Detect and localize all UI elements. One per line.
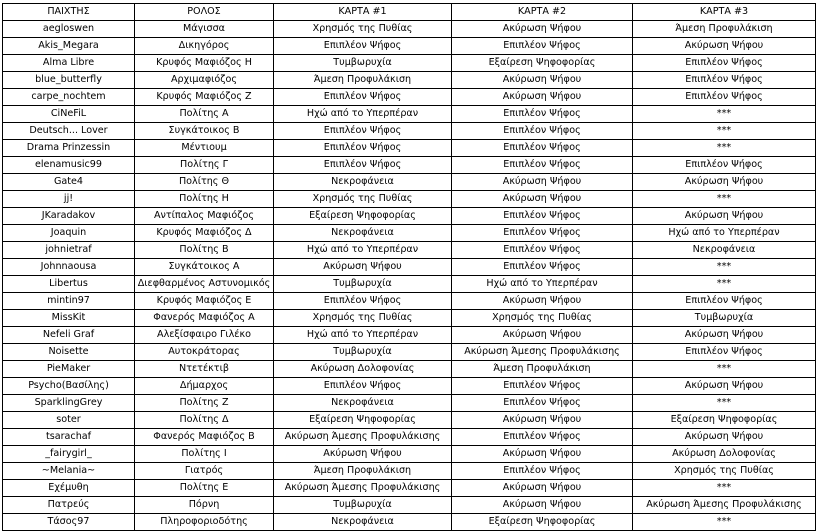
card-2-cell: Εξαίρεση Ψηφοφορίας bbox=[452, 514, 633, 531]
card-1-cell: Τυμβωρυχία bbox=[274, 276, 452, 293]
card-1-cell: Ακύρωση Ψήφου bbox=[274, 259, 452, 276]
table-row bbox=[3, 55, 816, 72]
player-cell: JKaradakov bbox=[3, 208, 135, 225]
role-cell: Μάγισσα bbox=[135, 21, 274, 38]
card-3-cell: Νεκροφάνεια bbox=[633, 242, 816, 259]
player-cell: blue_butterfly bbox=[3, 72, 135, 89]
role-cell: Φανερός Μαφιόζος Β bbox=[135, 429, 274, 446]
card-1-cell: Άμεση Προφυλάκιση bbox=[274, 463, 452, 480]
card-3-cell: *** bbox=[633, 480, 816, 497]
table-row bbox=[3, 191, 816, 208]
player-cell: carpe_nochtem bbox=[3, 89, 135, 106]
card-2-cell: Επιπλέον Ψήφος bbox=[452, 242, 633, 259]
role-cell: Δήμαρχος bbox=[135, 378, 274, 395]
card-1-cell: Άμεση Προφυλάκιση bbox=[274, 72, 452, 89]
role-cell: Πολίτης Γ bbox=[135, 157, 274, 174]
table-row bbox=[3, 446, 816, 463]
role-cell: Αρχιμαφιόζος bbox=[135, 72, 274, 89]
card-3-cell: Ακύρωση Ψήφου bbox=[633, 38, 816, 55]
role-cell: Μέντιουμ bbox=[135, 140, 274, 157]
card-1-cell: Επιπλέον Ψήφος bbox=[274, 157, 452, 174]
card-2-cell: Ακύρωση Ψήφου bbox=[452, 446, 633, 463]
card-1-cell: Επιπλέον Ψήφος bbox=[274, 89, 452, 106]
card-3-cell: Επιπλέον Ψήφος bbox=[633, 293, 816, 310]
card-2-cell: Επιπλέον Ψήφος bbox=[452, 225, 633, 242]
card-3-cell: Ακύρωση Δολοφονίας bbox=[633, 446, 816, 463]
table-row bbox=[3, 412, 816, 429]
card-3-cell: *** bbox=[633, 514, 816, 531]
player-cell: johnietraf bbox=[3, 242, 135, 259]
card-2-cell: Ηχώ από το Υπερπέραν bbox=[452, 276, 633, 293]
card-1-cell: Ηχώ από το Υπερπέραν bbox=[274, 106, 452, 123]
player-cell: CiNeFiL bbox=[3, 106, 135, 123]
card-3-cell: *** bbox=[633, 106, 816, 123]
card-3-cell: Επιπλέον Ψήφος bbox=[633, 157, 816, 174]
card-3-cell: Ακύρωση Ψήφου bbox=[633, 174, 816, 191]
role-cell: Πόρνη bbox=[135, 497, 274, 514]
card-1-cell: Ηχώ από το Υπερπέραν bbox=[274, 327, 452, 344]
card-1-cell: Εξαίρεση Ψηφοφορίας bbox=[274, 208, 452, 225]
card-2-cell: Επιπλέον Ψήφος bbox=[452, 140, 633, 157]
player-cell: _fairygirl_ bbox=[3, 446, 135, 463]
card-1-cell: Τυμβωρυχία bbox=[274, 497, 452, 514]
table-row bbox=[3, 497, 816, 514]
role-cell: Κρυφός Μαφιόζος Δ bbox=[135, 225, 274, 242]
role-cell: Πολίτης Α bbox=[135, 106, 274, 123]
player-cell: tsarachaf bbox=[3, 429, 135, 446]
card-2-cell: Επιπλέον Ψήφος bbox=[452, 38, 633, 55]
table-row bbox=[3, 480, 816, 497]
player-cell: ~Melania~ bbox=[3, 463, 135, 480]
column-header-role: ΡΟΛΟΣ bbox=[135, 4, 274, 21]
player-cell: Nefeli Graf bbox=[3, 327, 135, 344]
table-row bbox=[3, 429, 816, 446]
card-1-cell: Χρησμός της Πυθίας bbox=[274, 21, 452, 38]
player-cell: Joaquin bbox=[3, 225, 135, 242]
role-cell: Ντετέκτιβ bbox=[135, 361, 274, 378]
card-1-cell: Εξαίρεση Ψηφοφορίας bbox=[274, 412, 452, 429]
card-1-cell: Χρησμός της Πυθίας bbox=[274, 310, 452, 327]
table-row bbox=[3, 514, 816, 531]
card-1-cell: Νεκροφάνεια bbox=[274, 395, 452, 412]
role-cell: Δικηγόρος bbox=[135, 38, 274, 55]
table-row bbox=[3, 140, 816, 157]
card-3-cell: Ακύρωση Ψήφου bbox=[633, 429, 816, 446]
player-cell: Τάσος97 bbox=[3, 514, 135, 531]
card-3-cell: Τυμβωρυχία bbox=[633, 310, 816, 327]
card-3-cell: Επιπλέον Ψήφος bbox=[633, 72, 816, 89]
table-row bbox=[3, 310, 816, 327]
player-cell: jj! bbox=[3, 191, 135, 208]
role-cell: Πολίτης Θ bbox=[135, 174, 274, 191]
table-row bbox=[3, 89, 816, 106]
card-3-cell: *** bbox=[633, 361, 816, 378]
role-cell: Πολίτης Δ bbox=[135, 412, 274, 429]
table-row bbox=[3, 208, 816, 225]
player-cell: elenamusic99 bbox=[3, 157, 135, 174]
card-2-cell: Επιπλέον Ψήφος bbox=[452, 259, 633, 276]
table-row bbox=[3, 106, 816, 123]
card-3-cell: Ακύρωση Ψήφου bbox=[633, 208, 816, 225]
role-cell: Κρυφός Μαφιόζος Ζ bbox=[135, 89, 274, 106]
card-2-cell: Ακύρωση Ψήφου bbox=[452, 72, 633, 89]
player-cell: Psycho(Βασίλης) bbox=[3, 378, 135, 395]
table-row bbox=[3, 242, 816, 259]
column-header-player: ΠΑΙΧΤΗΣ bbox=[3, 4, 135, 21]
card-3-cell: Επιπλέον Ψήφος bbox=[633, 89, 816, 106]
card-3-cell: *** bbox=[633, 276, 816, 293]
card-3-cell: Επιπλέον Ψήφος bbox=[633, 344, 816, 361]
role-cell: Γιατρός bbox=[135, 463, 274, 480]
header-row bbox=[3, 4, 816, 21]
card-1-cell: Επιπλέον Ψήφος bbox=[274, 123, 452, 140]
card-2-cell: Επιπλέον Ψήφος bbox=[452, 157, 633, 174]
player-cell: Deutsch... Lover bbox=[3, 123, 135, 140]
player-cell: Πατρεύς bbox=[3, 497, 135, 514]
card-2-cell: Επιπλέον Ψήφος bbox=[452, 208, 633, 225]
column-header-card-2: ΚΑΡΤΑ #2 bbox=[452, 4, 633, 21]
role-cell: Συγκάτοικος Α bbox=[135, 259, 274, 276]
player-cell: Drama Prinzessin bbox=[3, 140, 135, 157]
player-cell: PieMaker bbox=[3, 361, 135, 378]
player-cell: Gate4 bbox=[3, 174, 135, 191]
card-3-cell: Χρησμός της Πυθίας bbox=[633, 463, 816, 480]
card-1-cell: Νεκροφάνεια bbox=[274, 225, 452, 242]
role-cell: Πολίτης Ζ bbox=[135, 395, 274, 412]
card-3-cell: Επιπλέον Ψήφος bbox=[633, 55, 816, 72]
table-row bbox=[3, 174, 816, 191]
card-1-cell: Επιπλέον Ψήφος bbox=[274, 38, 452, 55]
card-1-cell: Ακύρωση Δολοφονίας bbox=[274, 361, 452, 378]
card-3-cell: *** bbox=[633, 140, 816, 157]
card-3-cell: *** bbox=[633, 191, 816, 208]
player-cell: aegloswen bbox=[3, 21, 135, 38]
role-cell: Πολίτης Ε bbox=[135, 480, 274, 497]
card-3-cell: *** bbox=[633, 123, 816, 140]
card-3-cell: Εξαίρεση Ψηφοφορίας bbox=[633, 412, 816, 429]
role-cell: Πολίτης Β bbox=[135, 242, 274, 259]
table-row bbox=[3, 21, 816, 38]
player-cell: Libertus bbox=[3, 276, 135, 293]
card-1-cell: Χρησμός της Πυθίας bbox=[274, 191, 452, 208]
player-cell: SparklingGrey bbox=[3, 395, 135, 412]
card-1-cell: Ακύρωση Άμεσης Προφυλάκισης bbox=[274, 429, 452, 446]
card-1-cell: Τυμβωρυχία bbox=[274, 344, 452, 361]
role-cell: Κρυφός Μαφιόζος Ε bbox=[135, 293, 274, 310]
card-3-cell: Ηχώ από το Υπερπέραν bbox=[633, 225, 816, 242]
card-2-cell: Ακύρωση Ψήφου bbox=[452, 21, 633, 38]
player-cards-table bbox=[2, 3, 816, 531]
table-row bbox=[3, 157, 816, 174]
role-cell: Συγκάτοικος Β bbox=[135, 123, 274, 140]
card-2-cell: Ακύρωση Ψήφου bbox=[452, 412, 633, 429]
role-cell: Πληροφοριοδότης bbox=[135, 514, 274, 531]
card-2-cell: Ακύρωση Ψήφου bbox=[452, 497, 633, 514]
table-row bbox=[3, 395, 816, 412]
card-1-cell: Ηχώ από το Υπερπέραν bbox=[274, 242, 452, 259]
card-1-cell: Ακύρωση Ψήφου bbox=[274, 446, 452, 463]
role-cell: Πολίτης Η bbox=[135, 191, 274, 208]
role-cell: Διεφθαρμένος Αστυνομικός bbox=[135, 276, 274, 293]
card-3-cell: *** bbox=[633, 395, 816, 412]
card-2-cell: Επιπλέον Ψήφος bbox=[452, 463, 633, 480]
column-header-card-1: ΚΑΡΤΑ #1 bbox=[274, 4, 452, 21]
card-1-cell: Νεκροφάνεια bbox=[274, 174, 452, 191]
table-row bbox=[3, 378, 816, 395]
card-2-cell: Χρησμός της Πυθίας bbox=[452, 310, 633, 327]
player-cell: Johnnaousa bbox=[3, 259, 135, 276]
column-header-card-3: ΚΑΡΤΑ #3 bbox=[633, 4, 816, 21]
card-1-cell: Επιπλέον Ψήφος bbox=[274, 293, 452, 310]
card-2-cell: Ακύρωση Άμεσης Προφυλάκισης bbox=[452, 344, 633, 361]
card-2-cell: Επιπλέον Ψήφος bbox=[452, 106, 633, 123]
card-2-cell: Εξαίρεση Ψηφοφορίας bbox=[452, 55, 633, 72]
card-3-cell: Ακύρωση Ψήφου bbox=[633, 327, 816, 344]
card-1-cell: Ακύρωση Άμεσης Προφυλάκισης bbox=[274, 480, 452, 497]
player-cell: Alma Libre bbox=[3, 55, 135, 72]
table-row bbox=[3, 38, 816, 55]
role-cell: Πολίτης Ι bbox=[135, 446, 274, 463]
card-1-cell: Νεκροφάνεια bbox=[274, 514, 452, 531]
card-2-cell: Ακύρωση Ψήφου bbox=[452, 174, 633, 191]
card-2-cell: Άμεση Προφυλάκιση bbox=[452, 361, 633, 378]
role-cell: Αυτοκράτορας bbox=[135, 344, 274, 361]
table-row bbox=[3, 225, 816, 242]
card-2-cell: Ακύρωση Ψήφου bbox=[452, 191, 633, 208]
card-3-cell: Άμεση Προφυλάκιση bbox=[633, 21, 816, 38]
role-cell: Κρυφός Μαφιόζος Η bbox=[135, 55, 274, 72]
card-3-cell: Ακύρωση Άμεσης Προφυλάκισης bbox=[633, 497, 816, 514]
table-row bbox=[3, 344, 816, 361]
card-3-cell: *** bbox=[633, 259, 816, 276]
card-2-cell: Επιπλέον Ψήφος bbox=[452, 378, 633, 395]
card-2-cell: Επιπλέον Ψήφος bbox=[452, 123, 633, 140]
table-row bbox=[3, 327, 816, 344]
card-2-cell: Ακύρωση Ψήφου bbox=[452, 293, 633, 310]
role-cell: Φανερός Μαφιόζος Α bbox=[135, 310, 274, 327]
table-row bbox=[3, 463, 816, 480]
card-1-cell: Επιπλέον Ψήφος bbox=[274, 378, 452, 395]
player-cell: soter bbox=[3, 412, 135, 429]
player-cell: Akis_Megara bbox=[3, 38, 135, 55]
player-cell: MissKit bbox=[3, 310, 135, 327]
player-cell: Εχέμυθη bbox=[3, 480, 135, 497]
card-2-cell: Ακύρωση Ψήφου bbox=[452, 89, 633, 106]
table-row bbox=[3, 293, 816, 310]
player-cell: mintin97 bbox=[3, 293, 135, 310]
table-row bbox=[3, 276, 816, 293]
card-2-cell: Επιπλέον Ψήφος bbox=[452, 429, 633, 446]
table-row bbox=[3, 72, 816, 89]
card-2-cell: Επιπλέον Ψήφος bbox=[452, 395, 633, 412]
card-1-cell: Επιπλέον Ψήφος bbox=[274, 140, 452, 157]
table-row bbox=[3, 259, 816, 276]
role-cell: Αντίπαλος Μαφιόζος bbox=[135, 208, 274, 225]
card-1-cell: Τυμβωρυχία bbox=[274, 55, 452, 72]
table-row bbox=[3, 123, 816, 140]
card-2-cell: Ακύρωση Ψήφου bbox=[452, 480, 633, 497]
player-cell: Noisette bbox=[3, 344, 135, 361]
card-3-cell: Ακύρωση Ψήφου bbox=[633, 378, 816, 395]
card-2-cell: Ακύρωση Ψήφου bbox=[452, 327, 633, 344]
table-row bbox=[3, 361, 816, 378]
role-cell: Αλεξίσφαιρο Γιλέκο bbox=[135, 327, 274, 344]
